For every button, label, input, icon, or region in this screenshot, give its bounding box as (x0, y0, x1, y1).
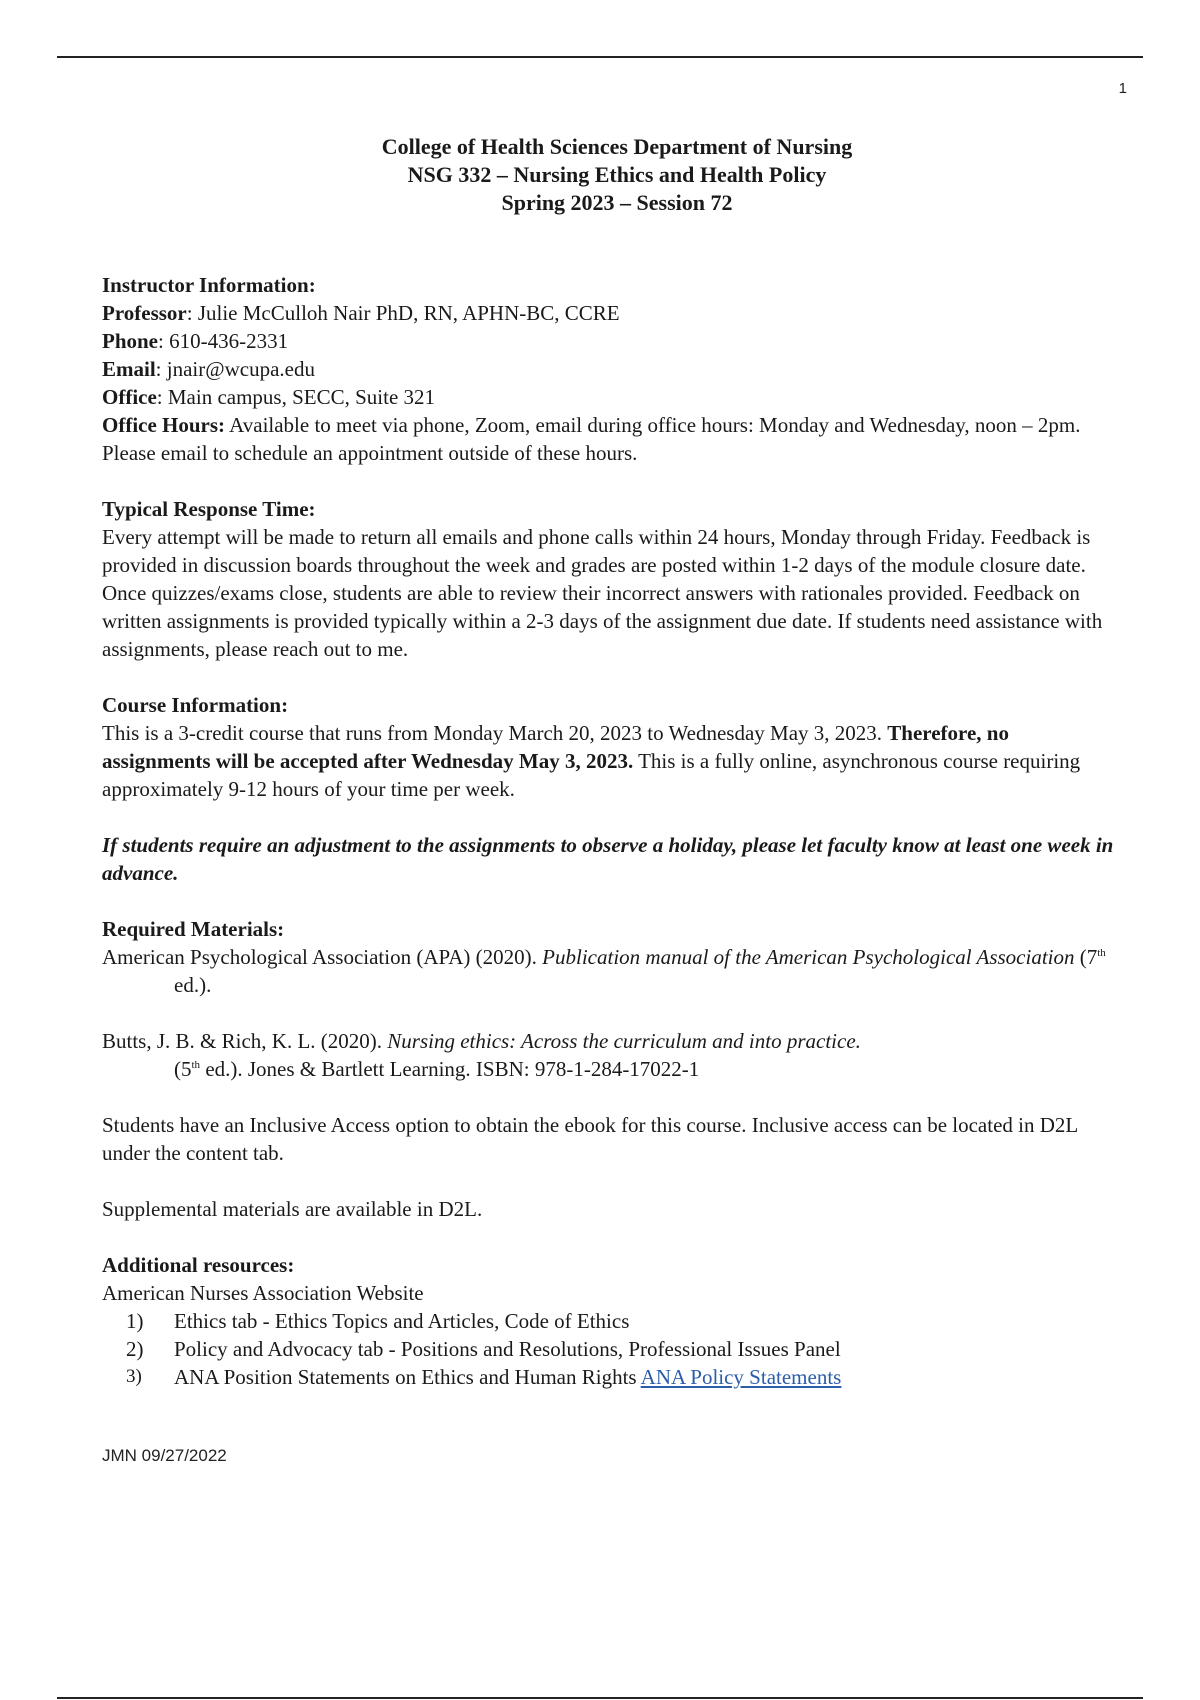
email-line (102, 355, 1122, 383)
response-text: Every attempt will be made to return all emails and phone calls within 24 hours, Monday through Friday. Feedback is provided in discussion boards throughout the week and grades are posted within 1-2 days of the module closure date. Once quizzes/exams close, students are able to review their incorrect answers with rationales provided. Feedback on written assignments is provided typically within a 2-3 days of the assignment due date. If students need assistance with assignments, please reach out to me. (102, 525, 1103, 661)
list-item (102, 1363, 1122, 1391)
reference-apa (102, 943, 1122, 999)
office-hours-line (102, 411, 1122, 467)
list-item-number: 1) (126, 1309, 144, 1333)
instructor-heading: Instructor Information: (102, 273, 316, 297)
reference-apa-ed-close: ed.). (174, 973, 212, 997)
professor-line (102, 299, 1122, 327)
reference-apa-sup: th (1097, 947, 1106, 959)
list-item-text: ANA Position Statements on Ethics and Human Rights (174, 1365, 641, 1389)
office-label: Office (102, 385, 157, 409)
reference-butts-title: Nursing ethics: Across the curriculum and into practice. (387, 1029, 861, 1053)
office-value: : Main campus, SECC, Suite 321 (156, 385, 436, 409)
list-item (102, 1335, 1122, 1363)
response-heading: Typical Response Time: (102, 497, 316, 521)
list-item (102, 1307, 1122, 1335)
additional-heading: Additional resources: (102, 1253, 295, 1277)
course-text-a: This is a 3-credit course that runs from Monday March 20, 2023 to Wednesday May 3, 2023. (102, 721, 888, 745)
phone-label: Phone (102, 329, 159, 353)
reference-apa-title: Publication manual of the American Psychological Association (542, 945, 1075, 969)
reference-butts-ed-open: (5 (174, 1057, 192, 1081)
header-line-college: College of Health Sciences Department of Nursing (381, 134, 853, 159)
document-body (102, 271, 1122, 1391)
email-label: Email (102, 357, 156, 381)
course-text (102, 719, 1122, 803)
document-header (0, 133, 1200, 217)
ana-policy-statements-link[interactable]: ANA Policy Statements (640, 1365, 842, 1389)
header-line-term: Spring 2023 – Session 72 (501, 190, 733, 215)
list-item-number: 3) (126, 1366, 142, 1387)
document-revision-code: JMN 09/27/2022 (102, 1446, 227, 1465)
reference-butts-author: Butts, J. B. & Rich, K. L. (2020). (102, 1029, 388, 1053)
email-value: : jnair@wcupa.edu (155, 357, 315, 381)
inclusive-access-text: Students have an Inclusive Access option to obtain the ebook for this course. Inclusive access can be located in D2L under the content tab. (102, 1113, 1078, 1165)
phone-value: : 610-436-2331 (158, 329, 289, 353)
list-item-text: Policy and Advocacy tab - Positions and Resolutions, Professional Issues Panel (174, 1337, 841, 1361)
course-heading: Course Information: (102, 693, 289, 717)
professor-value: : Julie McCulloh Nair PhD, RN, APHN-BC, CCRE (186, 301, 620, 325)
reference-butts (102, 1027, 1122, 1055)
office-hours-label: Office Hours: (102, 413, 226, 437)
reference-butts-sup: th (191, 1059, 201, 1071)
reference-butts-ed-close: ed.). Jones & Bartlett Learning. ISBN: 978-1-284-17022-1 (200, 1057, 700, 1081)
professor-label: Professor (102, 301, 187, 325)
course-text-b: This is a fully online, asynchronous course requiring approximately 9-12 hours of your time per week. (102, 749, 1081, 801)
resource-list (102, 1307, 1122, 1391)
additional-intro: American Nurses Association Website (102, 1281, 424, 1305)
phone-line (102, 327, 1122, 355)
holiday-note: If students require an adjustment to the assignments to observe a holiday, please let faculty know at least one week in advance. (102, 833, 1114, 885)
reference-apa-ed-open: (7 (1074, 945, 1098, 969)
list-item-text: Ethics tab - Ethics Topics and Articles, Code of Ethics (174, 1309, 630, 1333)
office-hours-value: Available to meet via phone, Zoom, email during office hours: Monday and Wednesday, noon – 2pm. Please email to schedule an appointment outside of these hours. (102, 413, 1081, 465)
page-number: 1 (1118, 80, 1127, 97)
reference-butts-edition (102, 1055, 1122, 1083)
course-deadline-notice: Therefore, no assignments will be accepted after Wednesday May 3, 2023. (102, 721, 1009, 773)
materials-heading: Required Materials: (102, 917, 285, 941)
reference-apa-author: American Psychological Association (APA) (2020). (102, 945, 543, 969)
header-line-course: NSG 332 – Nursing Ethics and Health Policy (407, 162, 827, 187)
list-item-number: 2) (126, 1337, 144, 1361)
office-line (102, 383, 1122, 411)
top-rule (57, 56, 1143, 58)
bottom-rule (57, 1697, 1143, 1699)
supplemental-text: Supplemental materials are available in D2L. (102, 1197, 483, 1221)
